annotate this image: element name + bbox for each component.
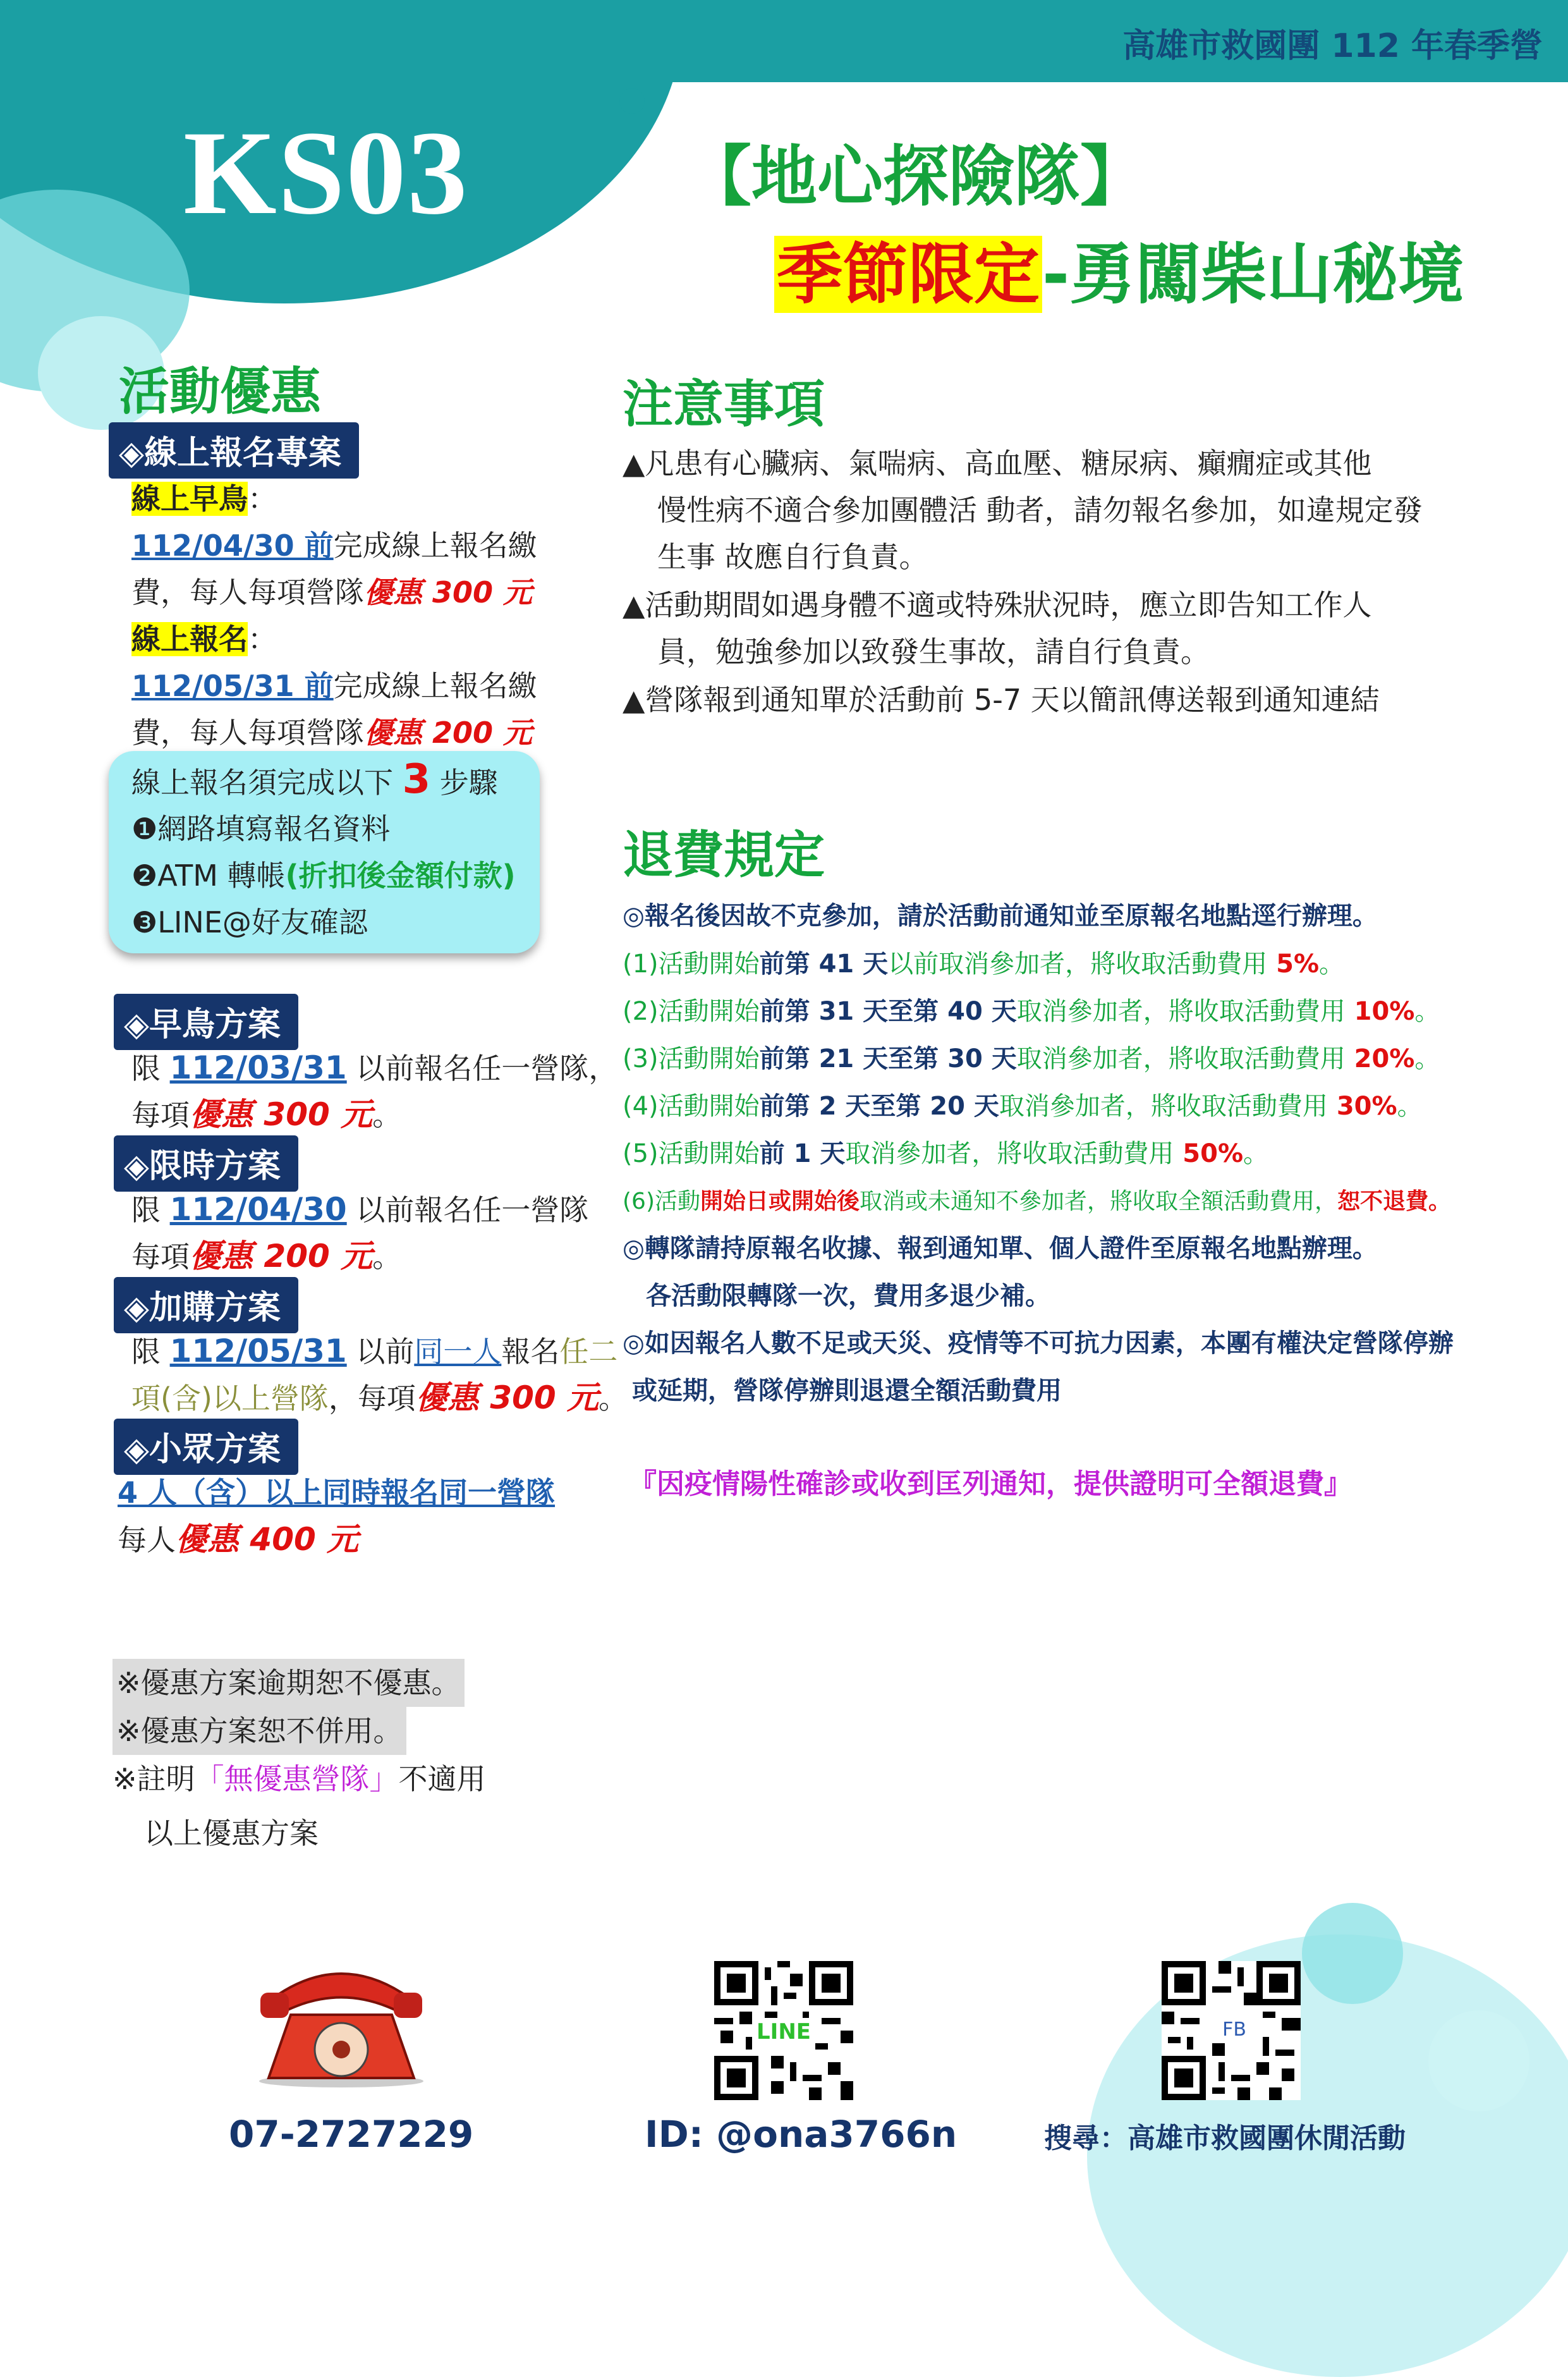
- addon-mid2: 報名: [501, 1335, 560, 1369]
- refund-rule-6: [623, 1178, 1451, 1225]
- search-text: 搜尋：高雄市救國團休閒活動: [1044, 2122, 1406, 2154]
- steps-intro-pre: 線上報名須完成以下: [131, 766, 393, 800]
- caution-line-6: ▲營隊報到通知單於活動前 5-7 天以簡訊傳送報到通知連結: [623, 683, 1380, 717]
- refund-rule-1-b: 前第 41 天: [759, 950, 889, 979]
- limited-plan-pill: ◈限時方案: [114, 1135, 298, 1192]
- step-2: [131, 852, 516, 899]
- refund-rule-4-pct: 30%: [1336, 1092, 1397, 1121]
- earlybird-date: 112/03/31: [169, 1049, 347, 1086]
- period: 。: [372, 1240, 402, 1274]
- header-band: [619, 0, 1568, 82]
- fb-qr-label: FB: [1222, 2019, 1246, 2041]
- note-2: ※優惠方案恕不併用。: [112, 1707, 406, 1755]
- limited-amount: 優惠 200 元: [190, 1238, 373, 1274]
- force-majeure-line-1: ◎如因報名人數不足或天災、疫情等不可抗力因素，本團有權決定營隊停辦: [623, 1329, 1454, 1358]
- step-2-text: ❷ATM 轉帳: [131, 859, 286, 893]
- teal-blob-footer: [1087, 1934, 1568, 2377]
- earlybird-post: 以前報名任一營隊，: [356, 1051, 618, 1085]
- online-early-line2: [131, 569, 532, 616]
- refund-rule-5-c: 取消參加者，將收取活動費用: [845, 1139, 1174, 1168]
- group-amount: 優惠 400 元: [176, 1521, 359, 1558]
- note-3: [112, 1755, 486, 1803]
- online-early-text: 完成線上報名繳: [333, 529, 537, 563]
- addon-pre: 限: [131, 1335, 161, 1369]
- refund-intro: ◎報名後因故不克參加，請於活動前通知並至原報名地點逕行辦理。: [623, 901, 1378, 931]
- online-reg-date: 112/05/31 前: [131, 669, 334, 703]
- online-plan-pill: ◈線上報名專案: [109, 422, 359, 479]
- refund-rule-3-a: (3)活動開始: [623, 1044, 760, 1073]
- earlybird-line1: [131, 1044, 617, 1092]
- addon-plan-pill: ◈加購方案: [114, 1277, 298, 1333]
- telephone-icon: [246, 1955, 436, 2089]
- title-rest: -勇闖柴山秘境: [1042, 236, 1464, 313]
- group-line1: 4 人（含）以上同時報名同一營隊: [118, 1476, 556, 1510]
- limited-post: 以前報名任一營隊: [356, 1193, 589, 1227]
- refund-rule-5-pct: 50%: [1182, 1139, 1244, 1168]
- addon-amount: 優惠 300 元: [415, 1379, 599, 1416]
- note-4: 以上優惠方案: [144, 1816, 319, 1850]
- online-early-text2: 費，每人每項營隊: [131, 575, 364, 609]
- title-line2: [774, 221, 1464, 316]
- online-early-line: [131, 522, 537, 569]
- refund-rule-4-b: 前第 2 天至第 20 天: [759, 1092, 999, 1121]
- discount-heading: 活動優惠: [119, 362, 321, 421]
- earlybird-line2: [131, 1091, 401, 1139]
- note-3-post: 不適用: [398, 1762, 486, 1796]
- colon: ：: [248, 482, 277, 516]
- online-early-label: 線上早鳥: [131, 482, 248, 516]
- online-reg-line2: [131, 709, 532, 756]
- limited-line2: [131, 1233, 401, 1280]
- refund-rule-3: (3)活動開始前第 21 天至第 30 天取消參加者，將收取活動費用 20%。: [623, 1044, 1440, 1073]
- refund-rule-1-pct: 5%: [1276, 950, 1320, 979]
- addon-same-person: 同一人: [414, 1335, 502, 1369]
- line-qr-code[interactable]: [714, 1961, 853, 2100]
- note-3-quote: 「無優惠營隊」: [195, 1762, 399, 1796]
- refund-rule-5-a: (5)活動開始: [623, 1139, 760, 1168]
- refund-heading: 退費規定: [623, 826, 825, 884]
- addon-line1: [131, 1328, 617, 1375]
- line-qr-label: LINE: [757, 2019, 811, 2044]
- step-1: ❶網路填寫報名資料: [131, 812, 391, 846]
- camp-code: KS03: [183, 107, 469, 240]
- refund-rule-1-a: (1)活動開始: [623, 950, 760, 979]
- online-reg-line: [131, 663, 537, 709]
- teal-blob-footer-dot: [1428, 2010, 1529, 2111]
- teal-blob-dot: [619, 89, 645, 114]
- refund-rule-2-c: 取消參加者，將收取活動費用: [1016, 997, 1346, 1026]
- addon-mid: 以前: [356, 1335, 415, 1369]
- limited-l2pre: 每項: [131, 1240, 190, 1274]
- refund-rule-6-d: 恕不退費: [1337, 1188, 1429, 1214]
- group-plan-pill: ◈小眾方案: [114, 1419, 298, 1475]
- refund-rule-2-a: (2)活動開始: [623, 997, 760, 1026]
- header-band-text: 高雄市救國團 112 年春季營: [1122, 27, 1543, 65]
- refund-rule-1-c: 以前取消參加者，將收取活動費用: [888, 950, 1268, 979]
- earlybird-pre: 限: [131, 1051, 161, 1085]
- step-3: ❸LINE@好友確認: [131, 905, 368, 939]
- limited-date: 112/04/30: [169, 1191, 347, 1228]
- refund-rule-4-a: (4)活動開始: [623, 1092, 760, 1121]
- covid-refund-note: 『因疫情陽性確診或收到匡列通知，提供證明可全額退費』: [629, 1468, 1352, 1500]
- online-reg-text: 完成線上報名繳: [333, 669, 537, 703]
- refund-rule-5: (5)活動開始前 1 天取消參加者，將收取活動費用 50%。: [623, 1139, 1269, 1168]
- title-highlight: 季節限定: [774, 236, 1042, 313]
- refund-rule-4: (4)活動開始前第 2 天至第 20 天取消參加者，將收取活動費用 30%。: [623, 1092, 1423, 1121]
- refund-rule-2-b: 前第 31 天至第 40 天: [759, 997, 1017, 1026]
- colon: ：: [248, 622, 277, 656]
- earlybird-amount: 優惠 300 元: [190, 1096, 373, 1133]
- refund-rule-5-b: 前 1 天: [759, 1139, 846, 1168]
- caution-line-1: ▲凡患有心臟病、氣喘病、高血壓、糖尿病、癲癇症或其他: [623, 446, 1372, 480]
- refund-rule-6-a: (6)活動: [623, 1188, 700, 1214]
- line-id[interactable]: ID: @ona3766n: [645, 2113, 957, 2156]
- step-2-note: (折扣後金額付款): [285, 859, 516, 893]
- transfer-line-2: 各活動限轉隊一次，費用多退少補。: [646, 1281, 1050, 1311]
- earlybird-plan-pill: ◈早鳥方案: [114, 994, 298, 1050]
- online-reg-text2: 費，每人每項營隊: [131, 716, 364, 750]
- note-3-pre: ※註明: [112, 1762, 195, 1796]
- addon-l2a: 項(含)以上營隊: [131, 1381, 329, 1415]
- note-1: ※優惠方案逾期恕不優惠。: [112, 1659, 465, 1707]
- steps-intro: [131, 756, 498, 806]
- addon-date: 112/05/31: [169, 1333, 347, 1369]
- group-l2pre: 每人: [118, 1523, 176, 1557]
- caution-line-5: 員，勉強參加以致發生事故，請自行負責。: [657, 635, 1210, 669]
- transfer-line-1: ◎轉隊請持原報名收據、報到通知單、個人證件至原報名地點辦理。: [623, 1234, 1378, 1263]
- refund-rule-4-c: 取消參加者，將收取活動費用: [999, 1092, 1328, 1121]
- earlybird-l2pre: 每項: [131, 1098, 190, 1132]
- online-reg-label: 線上報名: [131, 622, 248, 656]
- refund-rule-3-c: 取消參加者，將收取活動費用: [1016, 1044, 1346, 1073]
- caution-heading: 注意事項: [623, 375, 825, 434]
- caution-line-2: 慢性病不適合參加團體活 動者，請勿報名參加，如違規定發: [657, 493, 1423, 527]
- steps-count: 3: [402, 756, 431, 803]
- addon-line2: [131, 1374, 628, 1422]
- limited-pre: 限: [131, 1193, 161, 1227]
- title-line1: 【地心探險隊】: [686, 138, 1146, 215]
- online-early-date: 112/04/30 前: [131, 529, 334, 563]
- refund-rule-2: (2)活動開始前第 31 天至第 40 天取消參加者，將收取活動費用 10%。: [623, 997, 1440, 1026]
- fb-qr-code[interactable]: [1162, 1961, 1301, 2100]
- refund-rule-6-b: 開始日或開始後: [700, 1188, 860, 1214]
- caution-line-4: ▲活動期間如遇身體不適或特殊狀況時，應立即告知工作人: [623, 588, 1372, 622]
- limited-line1: [131, 1186, 588, 1233]
- online-reg-amount: 優惠 200 元: [364, 716, 533, 750]
- online-early-label-line: [131, 475, 277, 522]
- refund-rule-2-pct: 10%: [1354, 997, 1415, 1026]
- caution-line-3: 生事 故應自行負責。: [657, 540, 928, 574]
- refund-rule-1: (1)活動開始前第 41 天以前取消參加者，將收取活動費用 5%。: [623, 950, 1345, 979]
- teal-blob-footer-dot: [1302, 1903, 1403, 2004]
- online-reg-label-line: [131, 616, 277, 663]
- online-early-amount: 優惠 300 元: [364, 575, 533, 609]
- period: 。: [372, 1098, 402, 1132]
- addon-l2b: ，每項: [328, 1381, 416, 1415]
- addon-any: 任二: [559, 1335, 618, 1369]
- group-line2: [118, 1516, 358, 1563]
- refund-rule-6-e: 。: [1428, 1188, 1452, 1214]
- force-majeure-line-2: 或延期，營隊停辦則退還全額活動費用: [632, 1376, 1062, 1405]
- steps-intro-post: 步驟: [439, 766, 498, 800]
- refund-rule-3-b: 前第 21 天至第 30 天: [759, 1044, 1017, 1073]
- phone-number[interactable]: 07-2727229: [229, 2113, 474, 2156]
- refund-rule-6-c: 取消或未通知不參加者，將收取全額活動費用，: [860, 1188, 1338, 1214]
- period: 。: [599, 1381, 628, 1415]
- refund-rule-3-pct: 20%: [1354, 1044, 1415, 1073]
